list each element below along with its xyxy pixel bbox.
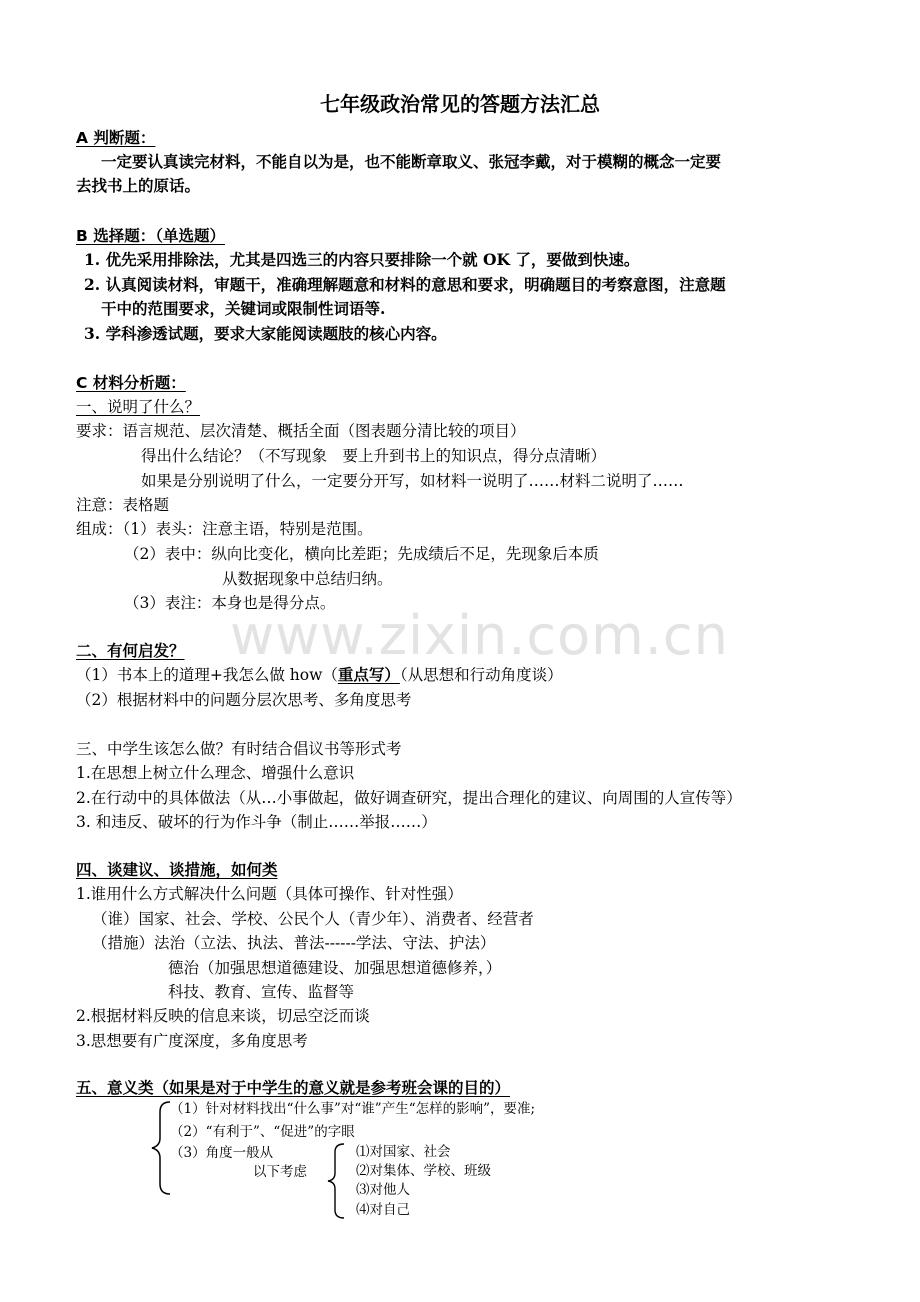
c5-point-3a: （3）角度一般从 bbox=[170, 1145, 274, 1161]
section-a-line-2: 去找书上的原话。 bbox=[76, 176, 201, 195]
section-a-line-1: 一定要认真读完材料，不能自以为是，也不能断章取义、张冠李戴，对于模糊的概念一定要 bbox=[101, 152, 722, 171]
section-b-item-1: 1. 优先采用排除法，尤其是四选三的内容只要排除一个就 OK 了，要做到快速。 bbox=[84, 250, 640, 269]
c1-composition-2b: 从数据现象中总结归纳。 bbox=[222, 570, 393, 588]
c1-requirement-2: 得出什么结论？（不写现象 要上升到书上的知识点，得分点清晰） bbox=[141, 447, 607, 465]
section-b-item-3: 3. 学科渗透试题，要求大家能阅读题肢的核心内容。 bbox=[84, 324, 447, 343]
c3-line-3: 3. 和违反、破坏的行为作斗争（制止……举报……） bbox=[76, 813, 437, 831]
c3-line-1: 1.在思想上树立什么理念、增强什么意识 bbox=[76, 764, 355, 782]
c3-line-2: 2.在行动中的具体做法（从…小事做起，做好调查研究，提出合理化的建议、向周围的人宣传等） bbox=[76, 789, 742, 807]
c1-composition-3: （3）表注：本身也是得分点。 bbox=[124, 594, 336, 612]
c5-sub-2: ⑵对集体、学校、班级 bbox=[356, 1163, 491, 1179]
c4-line-5: 科技、教育、宣传、监督等 bbox=[168, 983, 355, 1001]
section-b-item-2-cont: 干中的范围要求，关键词或限制性词语等. bbox=[101, 299, 386, 318]
c1-composition-2: （2）表中：纵向比变化，横向比差距；先成绩后不足，先现象后本质 bbox=[124, 545, 599, 563]
c5-point-3b: 以下考虑 bbox=[253, 1164, 307, 1180]
c5-point-1: （1）针对材料找出“什么事”对“谁”产生“怎样的影响”，要准; bbox=[170, 1101, 536, 1117]
c4-line-4: 德治（加强思想道德建设、加强思想道德修养，） bbox=[168, 959, 502, 977]
c2-line-1 bbox=[76, 664, 563, 686]
c2-line-2: （2）根据材料中的问题分层次思考、多角度思考 bbox=[76, 691, 412, 709]
c1-heading: 一、说明了什么？ bbox=[76, 398, 201, 416]
c4-line-6: 2.根据材料反映的信息来谈，切忌空泛而谈 bbox=[76, 1007, 370, 1025]
c4-line-2: （谁）国家、社会、学校、公民个人（青少年）、消费者、经营者 bbox=[92, 910, 534, 928]
section-b-heading: B 选择题：（单选题） bbox=[76, 227, 225, 245]
c4-line-3: （措施）法治（立法、执法、普法------学法、守法、护法） bbox=[92, 934, 496, 952]
section-c-heading: C 材料分析题： bbox=[76, 374, 186, 392]
c2-emphasis: 重点写） bbox=[337, 665, 400, 684]
c2-line-1c: （从思想和行动角度谈） bbox=[399, 666, 563, 684]
c2-heading: 二、有何启发？ bbox=[76, 641, 185, 660]
c1-requirement-3: 如果是分别说明了什么，一定要分开写，如材料一说明了……材料二说明了…… bbox=[141, 472, 684, 490]
c2-line-1a: （1）书本上的道理+我怎么做 how（ bbox=[76, 666, 338, 684]
c5-sub-1: ⑴对国家、社会 bbox=[356, 1144, 451, 1160]
c5-heading: 五、意义类（如果是对于中学生的意义就是参考班会课的目的） bbox=[76, 1078, 511, 1097]
c4-line-1: 1.谁用什么方式解决什么问题（具体可操作、针对性强） bbox=[76, 885, 463, 903]
c1-note: 注意：表格题 bbox=[76, 496, 170, 514]
watermark: www.zixin.com.cn bbox=[230, 604, 729, 667]
c3-heading: 三、中学生该怎么做？有时结合倡议书等形式考 bbox=[76, 740, 402, 758]
c5-sub-3: ⑶对他人 bbox=[356, 1182, 410, 1198]
c1-composition-1: 组成：（1）表头：注意主语，特别是范围。 bbox=[76, 520, 373, 538]
c4-heading: 四、谈建议、谈措施，如何类 bbox=[76, 860, 278, 879]
c5-point-2: （2）“有利于”、“促进”的字眼 bbox=[170, 1124, 355, 1140]
c5-sub-4: ⑷对自己 bbox=[356, 1202, 410, 1218]
inner-brace bbox=[324, 1142, 348, 1220]
section-b-item-2: 2. 认真阅读材料，审题干，准确理解题意和材料的意思和要求，明确题目的考察意图，注意题 bbox=[84, 275, 726, 294]
c1-requirement: 要求：语言规范、层次清楚、概括全面（图表题分清比较的项目） bbox=[76, 422, 526, 440]
page-title: 七年级政治常见的答题方法汇总 bbox=[320, 92, 600, 116]
c4-line-7: 3.思想要有广度深度，多角度思考 bbox=[76, 1032, 308, 1050]
section-a-heading: A 判断题： bbox=[76, 129, 156, 147]
